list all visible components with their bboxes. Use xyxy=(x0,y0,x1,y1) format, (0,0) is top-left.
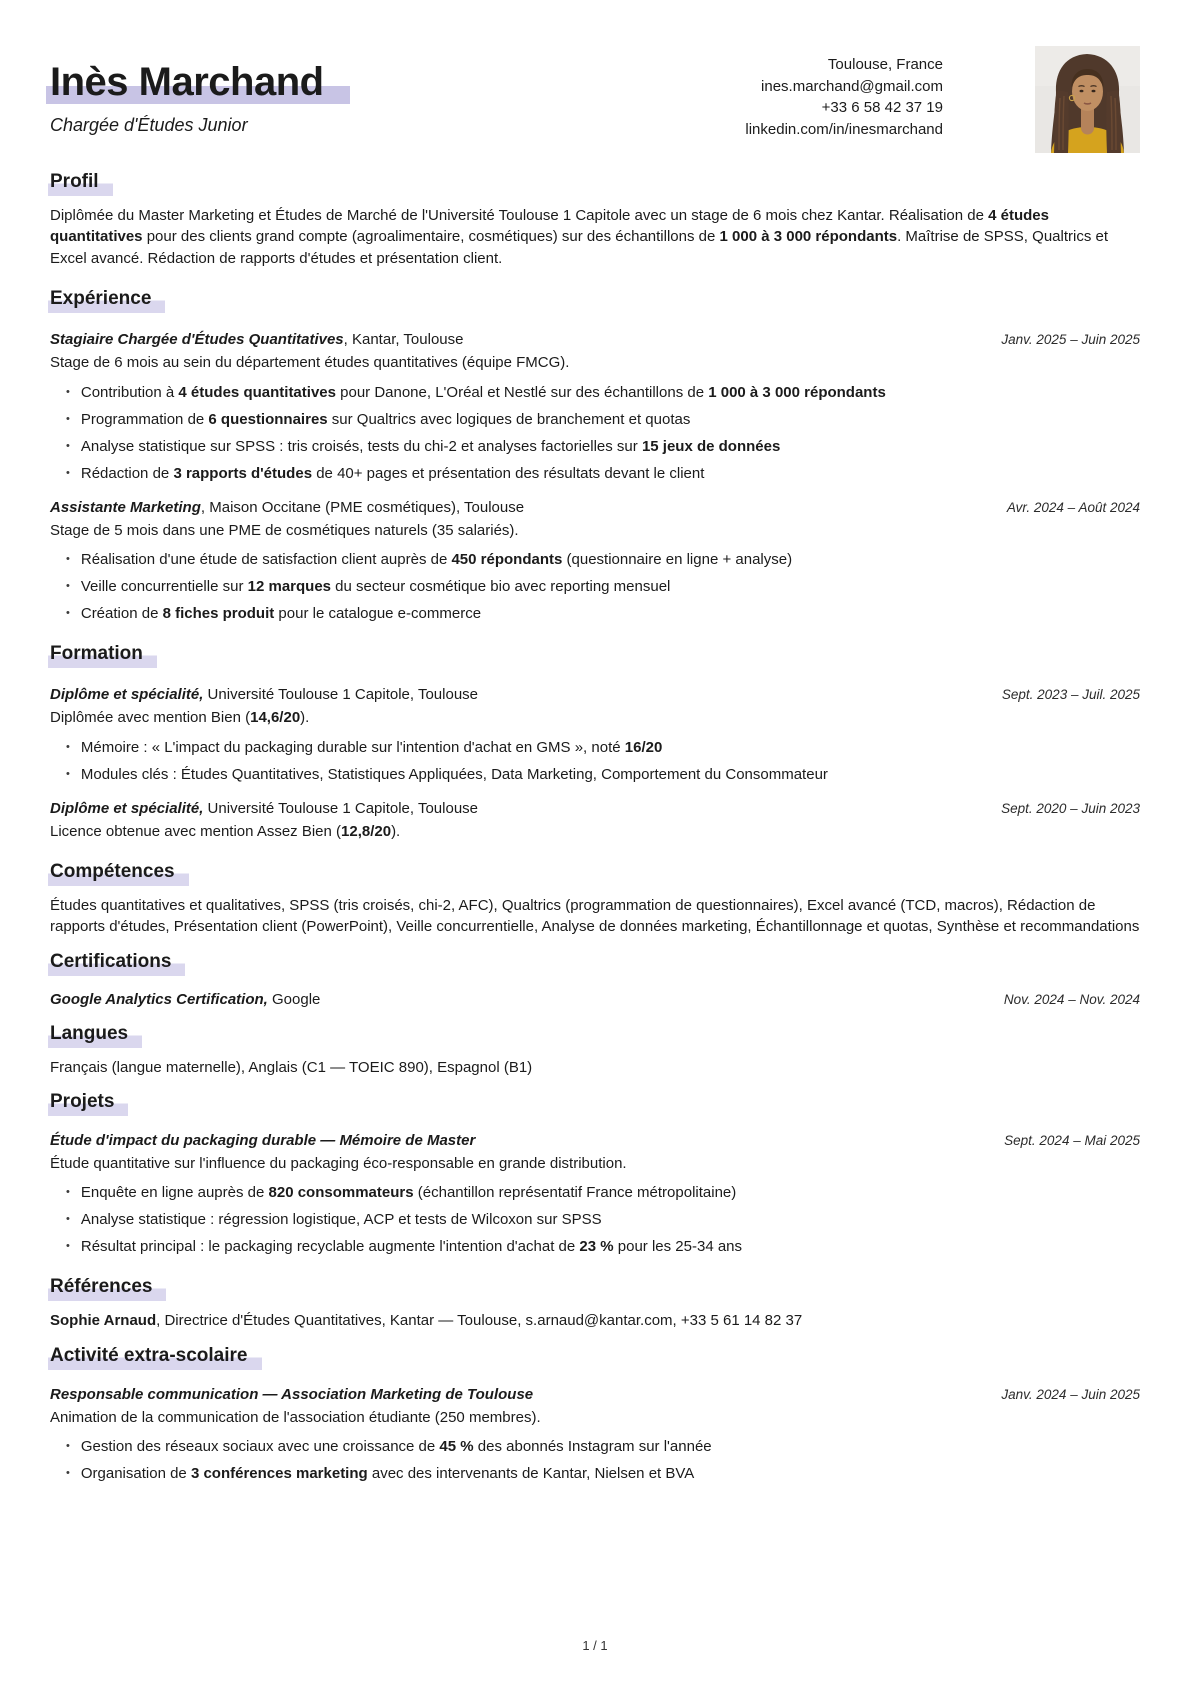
bullet-icon: • xyxy=(66,439,70,452)
page-number: 1 / 1 xyxy=(582,1638,608,1653)
section-certifications xyxy=(50,951,1140,1010)
job-title: Assistante Marketing xyxy=(50,498,201,516)
entry-title xyxy=(50,1130,475,1151)
section-references xyxy=(50,1276,1140,1331)
bullet-icon: • xyxy=(66,1240,70,1253)
bullet-icon: • xyxy=(66,767,70,780)
section-heading-competences: Compétences xyxy=(48,861,189,886)
entry-description: Stage de 6 mois au sein du département études quantitatives (équipe FMCG). xyxy=(50,354,570,372)
reference-line: Sophie Arnaud, Directrice d'Études Quantitatives, Kantar — Toulouse, s.arnaud@kantar.com, +33 5 61 14 82 37 xyxy=(50,1312,803,1330)
extra-entry xyxy=(50,1384,1140,1485)
entry-header xyxy=(50,798,1140,819)
bullet-icon: • xyxy=(66,607,70,620)
entry-date: Sept. 2023 – Juil. 2025 xyxy=(1001,687,1140,703)
profile-summary: Diplômée du Master Marketing et Études de Marché de l'Université Toulouse 1 Capitole avec un stage de 6 mois chez Kantar. Réalisation de 4 études quantitatives pour des clients grand compte (agroalimentaire, cosmétiques) sur des échantillons de 1 000 à 3 000 répondants. Maîtrise de SPSS, Qualtrics et Excel avancé. Rédaction de rapports d'études et présentation client. xyxy=(50,206,1109,267)
certification-entry xyxy=(50,989,1140,1010)
section-formation xyxy=(50,643,1140,842)
entry-header xyxy=(50,1384,1140,1405)
entry-date: Janv. 2024 – Juin 2025 xyxy=(1001,1386,1140,1402)
bullet-text: Contribution à 4 études quantitatives pour Danone, L'Oréal et Nestlé sur des échantillons de 1 000 à 3 000 répondants xyxy=(80,383,886,401)
entry-title xyxy=(50,1384,533,1405)
entry-description: Stage de 5 mois dans une PME de cosmétiques naturels (35 salariés). xyxy=(50,521,519,539)
bullet-text: Analyse statistique : régression logistique, ACP et tests de Wilcoxon sur SPSS xyxy=(80,1211,602,1229)
contact-location: Toulouse, France xyxy=(827,56,943,73)
bullet-item xyxy=(66,436,1140,457)
entry-title xyxy=(50,798,478,819)
section-heading-extra: Activité extra-scolaire xyxy=(48,1345,262,1370)
job-org: , Maison Occitane (PME cosmétiques), Toulouse xyxy=(200,498,525,516)
bullet-item xyxy=(66,1463,1140,1484)
section-heading-profil: Profil xyxy=(48,171,113,196)
contact-phone: +33 6 58 42 37 19 xyxy=(821,99,943,116)
certification-org: Google xyxy=(267,990,321,1008)
bullet-icon: • xyxy=(66,740,70,753)
extra-title: Responsable communication — Association Marketing de Toulouse xyxy=(50,1385,534,1403)
section-heading-certifications: Certifications xyxy=(48,951,185,976)
skills-text: Études quantitatives et qualitatives, SPSS (tris croisés, chi-2, AFC), Qualtrics (programmation de questionnaires), Excel avancé (TCD, macros), Rédaction de rapports d'études, Présentation client (PowerPoint), Veille concurrentielle, Analyse de données marketing, Échantillonnage et quotas, Synthèse et recommandations xyxy=(50,896,1140,936)
bullet-text: Modules clés : Études Quantitatives, Statistiques Appliquées, Data Marketing, Comportement du Consommateur xyxy=(80,765,828,783)
contact-block xyxy=(745,46,943,140)
bullet-item xyxy=(66,1182,1140,1203)
project-entry xyxy=(50,1130,1140,1258)
section-heading-langues: Langues xyxy=(48,1023,142,1048)
profile-photo xyxy=(1035,46,1140,153)
entry-date: Sept. 2024 – Mai 2025 xyxy=(1004,1132,1140,1148)
portrait-photo-graphic xyxy=(1035,46,1140,153)
bullet-list xyxy=(66,737,1140,785)
bullet-text: Résultat principal : le packaging recyclable augmente l'intention d'achat de 23 % pour les 25-34 ans xyxy=(80,1238,743,1256)
section-heading-formation: Formation xyxy=(48,643,157,668)
formation-entry xyxy=(50,684,1140,785)
bullet-item xyxy=(66,549,1140,570)
degree-org: Université Toulouse 1 Capitole, Toulouse xyxy=(203,799,479,817)
entry-header xyxy=(50,329,1140,350)
candidate-name: Inès Marchand xyxy=(46,62,350,105)
degree-title: Diplôme et spécialité, xyxy=(50,799,204,817)
job-org: , Kantar, Toulouse xyxy=(343,331,464,349)
formation-entry xyxy=(50,798,1140,843)
bullet-text: Création de 8 fiches produit pour le catalogue e-commerce xyxy=(80,605,482,623)
bullet-list xyxy=(66,549,1140,624)
bullet-text: Gestion des réseaux sociaux avec une croissance de 45 % des abonnés Instagram sur l'année xyxy=(80,1438,712,1456)
section-projets xyxy=(50,1091,1140,1257)
bullet-item xyxy=(66,1236,1140,1257)
cv-header xyxy=(50,46,1140,158)
bullet-text: Organisation de 3 conférences marketing avec des intervenants de Kantar, Nielsen et BVA xyxy=(80,1465,695,1483)
section-profil xyxy=(50,171,1140,269)
entry-date: Janv. 2025 – Juin 2025 xyxy=(1001,332,1140,348)
bullet-icon: • xyxy=(66,466,70,479)
bullet-text: Rédaction de 3 rapports d'études de 40+ pages et présentation des résultats devant le client xyxy=(80,464,705,482)
entry-header xyxy=(50,989,1140,1010)
experience-entry xyxy=(50,497,1140,625)
contact-email: ines.marchand@gmail.com xyxy=(761,77,943,95)
bullet-item xyxy=(66,463,1140,484)
section-extra xyxy=(50,1345,1140,1484)
entry-header xyxy=(50,1130,1140,1151)
entry-header xyxy=(50,684,1140,705)
bullet-item xyxy=(66,382,1140,403)
contact-linkedin: linkedin.com/in/inesmarchand xyxy=(745,120,943,138)
bullet-text: Veille concurrentielle sur 12 marques du secteur cosmétique bio avec reporting mensuel xyxy=(80,578,671,596)
bullet-icon: • xyxy=(66,385,70,398)
entry-title xyxy=(50,329,463,350)
entry-description: Animation de la communication de l'association étudiante (250 membres). xyxy=(50,1408,541,1426)
bullet-item xyxy=(66,737,1140,758)
degree-title: Diplôme et spécialité, xyxy=(50,686,204,704)
section-heading-references: Références xyxy=(48,1276,166,1301)
bullet-text: Analyse statistique sur SPSS : tris croisés, tests du chi-2 et analyses factorielles sur 15 jeux de données xyxy=(80,437,781,455)
entry-description: Étude quantitative sur l'influence du packaging éco-responsable en grande distribution. xyxy=(50,1154,627,1172)
bullet-icon: • xyxy=(66,1440,70,1453)
entry-title xyxy=(50,684,478,705)
bullet-list xyxy=(66,382,1140,484)
bullet-list xyxy=(66,1182,1140,1257)
entry-date: Avr. 2024 – Août 2024 xyxy=(1006,499,1140,515)
languages-text: Français (langue maternelle), Anglais (C1 — TOEIC 890), Espagnol (B1) xyxy=(50,1058,533,1076)
degree-org: Université Toulouse 1 Capitole, Toulouse xyxy=(203,686,479,704)
section-competences xyxy=(50,861,1140,938)
bullet-item xyxy=(66,764,1140,785)
bullet-text: Enquête en ligne auprès de 820 consommateurs (échantillon représentatif France métropolitaine) xyxy=(80,1184,737,1202)
bullet-icon: • xyxy=(66,553,70,566)
entry-title xyxy=(50,989,320,1010)
section-langues xyxy=(50,1023,1140,1078)
entry-title xyxy=(50,497,524,518)
bullet-icon: • xyxy=(66,1186,70,1199)
bullet-icon: • xyxy=(66,1213,70,1226)
bullet-item xyxy=(66,409,1140,430)
bullet-icon: • xyxy=(66,412,70,425)
certification-title: Google Analytics Certification, xyxy=(50,990,268,1008)
bullet-text: Réalisation d'une étude de satisfaction client auprès de 450 répondants (questionnaire en ligne + analyse) xyxy=(80,551,793,569)
entry-date: Sept. 2020 – Juin 2023 xyxy=(1001,800,1140,816)
bullet-text: Mémoire : « L'impact du packaging durable sur l'intention d'achat en GMS », noté 16/20 xyxy=(80,738,663,756)
bullet-list xyxy=(66,1436,1140,1484)
bullet-item xyxy=(66,576,1140,597)
bullet-item xyxy=(66,1436,1140,1457)
entry-description: Diplômée avec mention Bien (14,6/20). xyxy=(50,709,310,727)
bullet-item xyxy=(66,603,1140,624)
project-title: Étude d'impact du packaging durable — Mémoire de Master xyxy=(50,1131,476,1149)
experience-entry xyxy=(50,329,1140,484)
entry-header xyxy=(50,497,1140,518)
section-heading-projets: Projets xyxy=(48,1091,128,1116)
bullet-icon: • xyxy=(66,580,70,593)
entry-description: Licence obtenue avec mention Assez Bien (12,8/20). xyxy=(50,822,401,840)
entry-date: Nov. 2024 – Nov. 2024 xyxy=(1003,991,1140,1007)
candidate-job-title: Chargée d'Études Junior xyxy=(50,114,248,135)
bullet-text: Programmation de 6 questionnaires sur Qualtrics avec logiques de branchement et quotas xyxy=(80,410,691,428)
header-identity xyxy=(50,46,745,136)
section-experience xyxy=(50,288,1140,624)
job-title: Stagiaire Chargée d'Études Quantitatives xyxy=(50,331,344,349)
section-heading-experience: Expérience xyxy=(48,288,165,313)
bullet-icon: • xyxy=(66,1467,70,1480)
bullet-item xyxy=(66,1209,1140,1230)
